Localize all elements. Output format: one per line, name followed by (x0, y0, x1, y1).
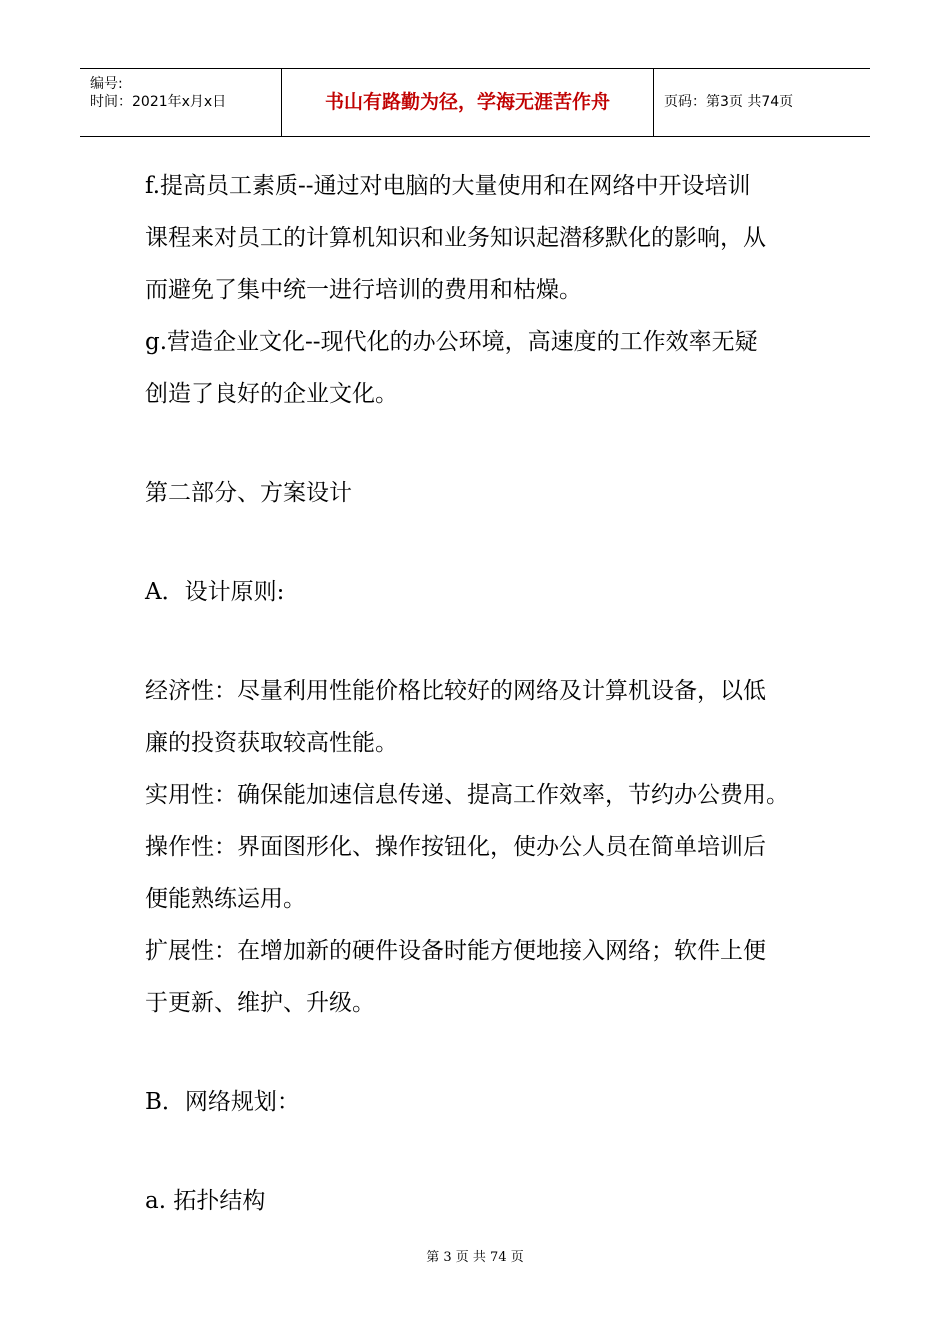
section-heading: 第二部分、方案设计 (145, 480, 352, 506)
document-body (145, 160, 815, 1227)
header-page-info: 页码：第3页 共74页 (664, 94, 794, 110)
time-label: 时间：2021年x月x日 (90, 94, 227, 110)
header-meta-cell (80, 69, 282, 136)
number-label: 编号: (90, 76, 123, 92)
paragraph-line: g.营造企业文化--现代化的办公环境，高速度的工作效率无疑 (145, 329, 758, 355)
header-table (80, 68, 870, 137)
paragraph-line: 操作性：界面图形化、操作按钮化，使办公人员在简单培训后 (145, 834, 766, 860)
paragraph-line: 经济性：尽量利用性能价格比较好的网络及计算机设备，以低 (145, 678, 766, 704)
header-motto: 书山有路勤为径，学海无涯苦作舟 (282, 69, 654, 136)
paragraph-line: 课程来对员工的计算机知识和业务知识起潜移默化的影响，从 (145, 225, 766, 251)
paragraph-line: 便能熟练运用。 (145, 886, 306, 912)
paragraph-line: 实用性：确保能加速信息传递、提高工作效率，节约办公费用。 (145, 782, 789, 808)
paragraph-line: 扩展性：在增加新的硬件设备时能方便地接入网络；软件上便 (145, 938, 766, 964)
paragraph-line: 于更新、维护、升级。 (145, 990, 375, 1016)
subsection-heading-b: B．网络规划： (145, 1089, 300, 1115)
page-footer: 第 3 页 共 74 页 (426, 1250, 524, 1265)
subsection-heading-a: A．设计原则: (145, 579, 285, 605)
list-item-a: a. 拓扑结构 (145, 1188, 266, 1214)
paragraph-line: f.提高员工素质--通过对电脑的大量使用和在网络中开设培训 (145, 173, 751, 199)
paragraph-line: 廉的投资获取较高性能。 (145, 730, 398, 756)
paragraph-line: 而避免了集中统一进行培训的费用和枯燥。 (145, 277, 582, 303)
paragraph-line: 创造了良好的企业文化。 (145, 381, 398, 407)
